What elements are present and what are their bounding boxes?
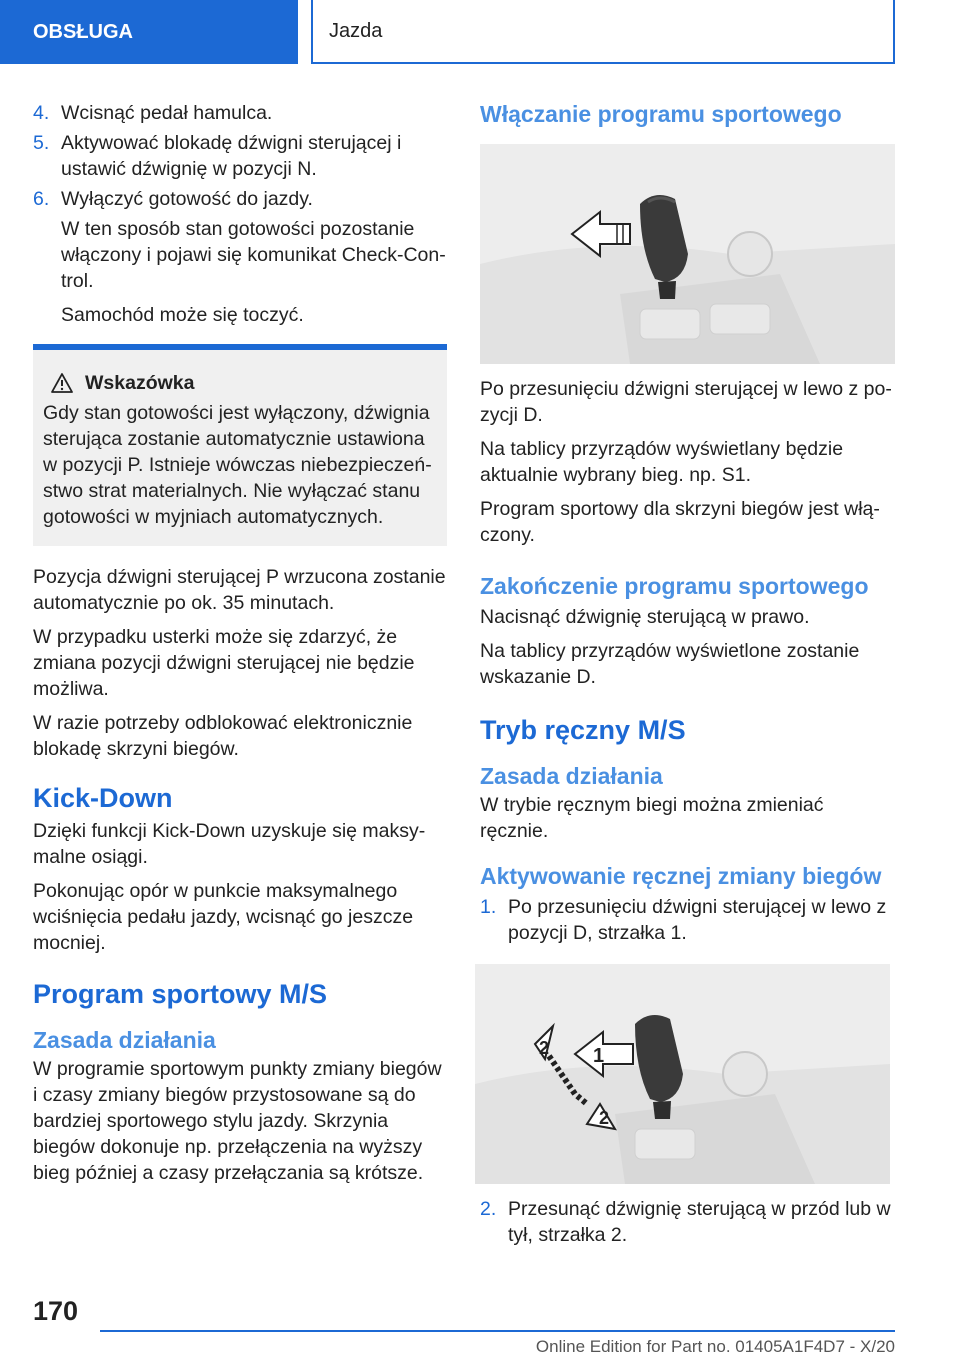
- warning-triangle-icon: [51, 373, 73, 393]
- warning-text: Gdy stan gotowości jest wyłączony, dźwignia sterująca zostanie automatycznie ustawiona w pozycji P. Istnieje wówczas niebezpieczeństwo strat materialnych. Nie wyłączać stanu gotowości w myjniach automatycznych.: [43, 402, 432, 528]
- paragraph: W razie potrzeby odblokować elektronicznie blokadę skrzyni biegów.: [33, 712, 413, 760]
- warning-title: Wskazówka: [85, 372, 195, 394]
- heading-activate-manual: Aktywowanie ręcznej zmiany biegów: [480, 863, 882, 889]
- step-6: [33, 186, 447, 212]
- paragraph: W programie sportowym punkty zmiany biegów i czasy zmiany biegów przystosowane są do bardziej sportowego stylu jazdy. Skrzynia biegów dokonuje np. przełączenia na wyższy bieg później a czasy przełączania są krótsze.: [33, 1058, 442, 1184]
- step-text: Wcisnąć pedał hamulca.: [61, 102, 273, 124]
- step-text: Wyłączyć gotowość do jazdy.: [61, 188, 313, 210]
- heading-sport-program: Program sportowy M/S: [33, 979, 328, 1009]
- paragraph: Na tablicy przyrządów wyświetlone zostanie wskazanie D.: [480, 640, 860, 688]
- gear-lever-arrows-illustration: [475, 964, 890, 1184]
- step-number: 4.: [33, 102, 50, 124]
- step-6-note: W ten sposób stan gotowości pozostanie włączony i pojawi się komunikat Check-Control.: [61, 218, 446, 292]
- footer-edition: Online Edition for Part no. 01405A1F4D7 - X/20: [535, 1337, 895, 1356]
- chapter-tab: [311, 0, 895, 64]
- page-number: 170: [33, 1296, 79, 1326]
- paragraph: Pokonując opór w punkcie maksymalnego wciśnięcia pedału jazdy, wcisnąć go jeszcze mocniej.: [33, 880, 414, 954]
- step-text: Po przesunięciu dźwigni sterującej w lewo z pozycji D, strzałka 1.: [508, 896, 887, 944]
- paragraph: Po przesunięciu dźwigni sterującej w lewo z pozycji D.: [480, 378, 892, 426]
- section-tab: [0, 0, 298, 64]
- step-text: Aktywować blokadę dźwigni sterującej i ustawić dźwignię w pozycji N.: [61, 132, 402, 180]
- warning-box: [33, 344, 447, 546]
- heading-sport-off: Zakończenie programu sportowego: [480, 573, 869, 599]
- arrow-2-label-bottom: 2: [599, 1108, 610, 1128]
- step-6-note: Samochód może się toczyć.: [61, 304, 304, 326]
- step-number: 5.: [33, 132, 50, 154]
- manual-step-1: [480, 894, 896, 946]
- subheading-principle: Zasada działania: [480, 763, 663, 789]
- paragraph: Dzięki funkcji Kick-Down uzyskuje się maksymalne osiągi.: [33, 820, 426, 868]
- chapter-tab-label: Jazda: [329, 20, 383, 42]
- arrow-2-label-top: 2: [539, 1038, 550, 1058]
- step-4: [33, 100, 447, 126]
- paragraph: Na tablicy przyrządów wyświetlany będzie aktualnie wybrany bieg. np. S1.: [480, 438, 844, 486]
- paragraph: Pozycja dźwigni sterującej P wrzucona zostanie automatycznie po ok. 35 minutach.: [33, 566, 446, 614]
- manual-step-2: [480, 1196, 896, 1248]
- paragraph: Program sportowy dla skrzyni biegów jest włączony.: [480, 498, 880, 546]
- step-number: 2.: [480, 1198, 497, 1220]
- left-column: [33, 100, 447, 1194]
- step-number: 6.: [33, 188, 50, 210]
- section-tab-label: OBSŁUGA: [33, 21, 133, 43]
- step-number: 1.: [480, 896, 497, 918]
- gear-lever-illustration: [480, 144, 895, 364]
- warning-header: [43, 370, 437, 396]
- gear-lever-figure-2: [475, 964, 890, 1184]
- step-5: [33, 130, 447, 182]
- footer-divider: [100, 1330, 895, 1332]
- right-column: [480, 100, 896, 1252]
- heading-sport-on: Włączanie programu sportowego: [480, 101, 842, 127]
- paragraph: W trybie ręcznym biegi można zmieniać ręcznie.: [480, 794, 824, 842]
- heading-kick-down: Kick-Down: [33, 783, 173, 813]
- subheading-principle: Zasada działania: [33, 1027, 216, 1053]
- step-text: Przesunąć dźwignię sterującą w przód lub w tył, strzałka 2.: [508, 1198, 891, 1246]
- heading-manual-mode: Tryb ręczny M/S: [480, 715, 686, 745]
- arrow-1-label: 1: [593, 1045, 605, 1067]
- paragraph: W przypadku usterki może się zdarzyć, że zmiana pozycji dźwigni sterującej nie będzie możliwa.: [33, 626, 415, 700]
- paragraph: Nacisnąć dźwignię sterującą w prawo.: [480, 606, 810, 628]
- gear-lever-figure-1: [480, 144, 895, 364]
